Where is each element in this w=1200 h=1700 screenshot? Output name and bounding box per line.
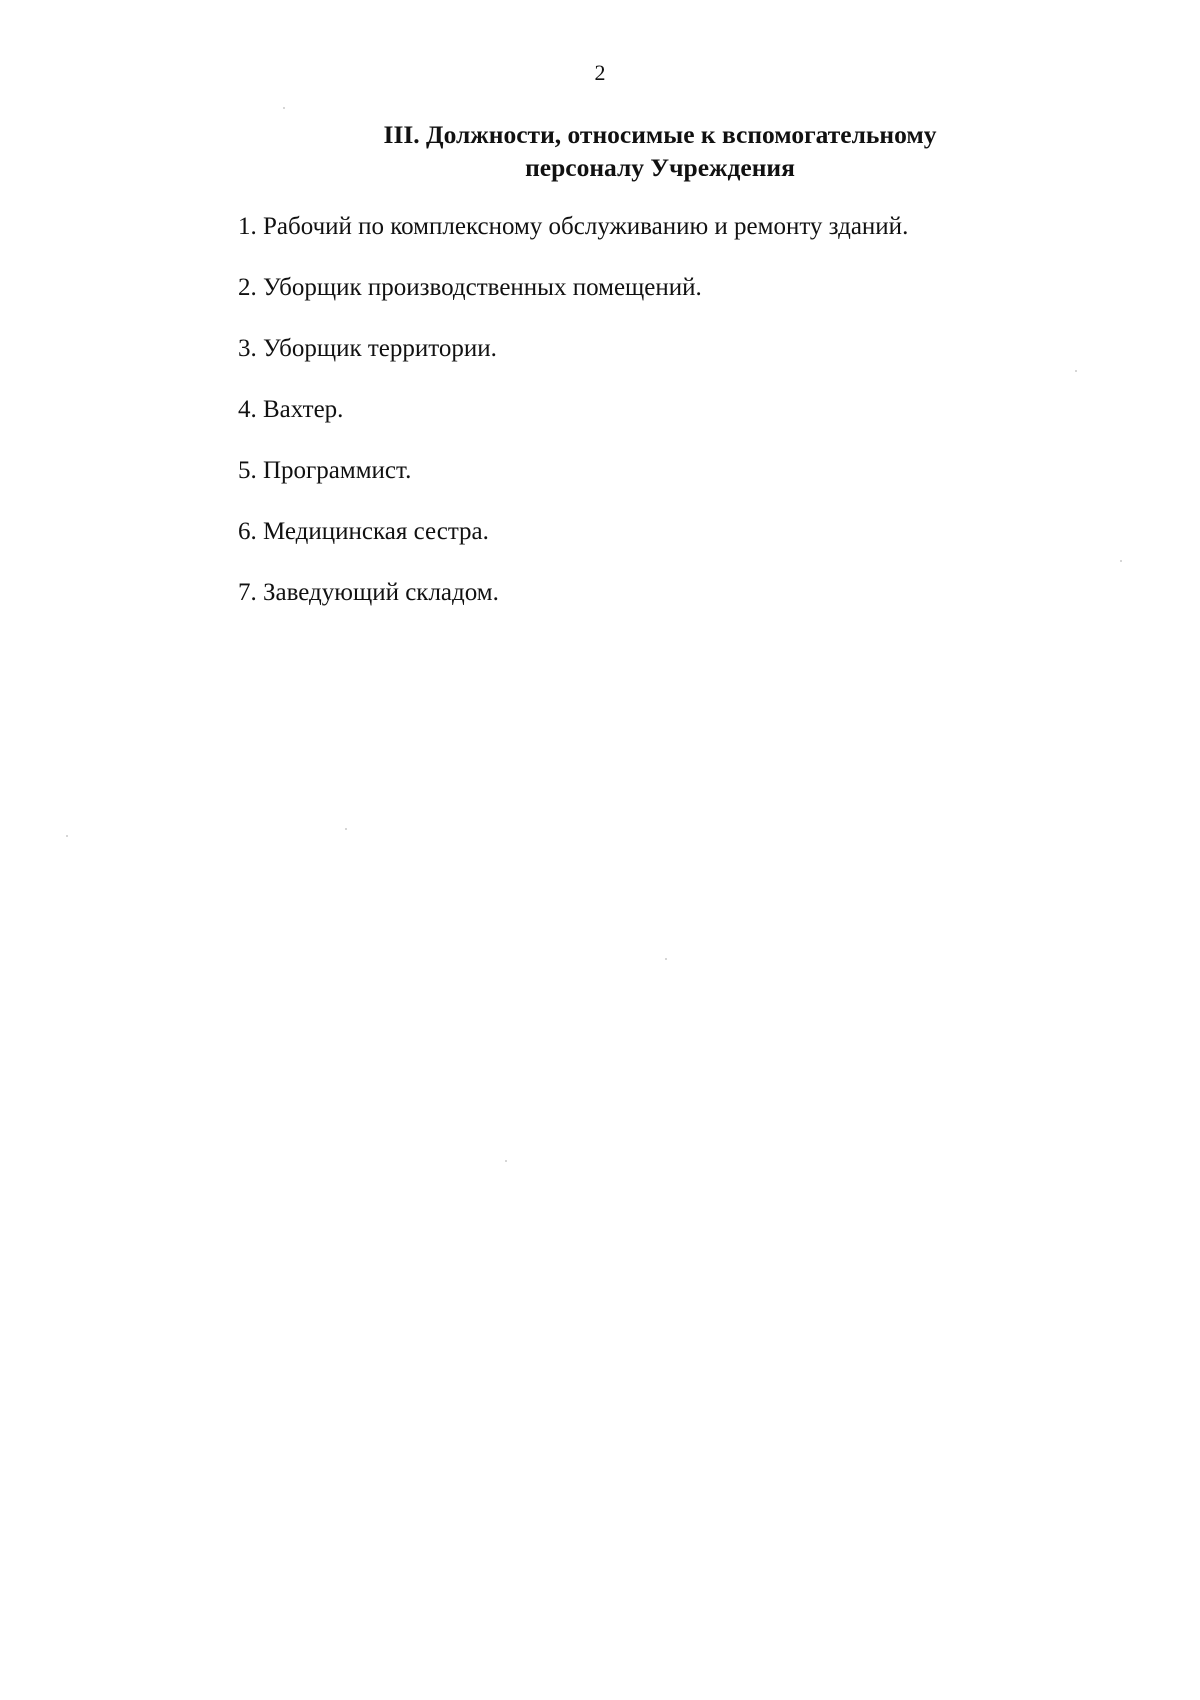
page-number: 2 (594, 60, 606, 85)
section-title-line-2: персоналу Учреждения (525, 153, 795, 182)
scan-speck (1120, 560, 1122, 562)
list-item: 2. Уборщик производственных помещений. (238, 274, 702, 301)
scan-speck (345, 828, 347, 830)
list-item: 7. Заведующий складом. (238, 579, 499, 606)
scan-speck (283, 107, 285, 109)
list-item: 1. Рабочий по комплексному обслуживанию и ремонту зданий. (238, 213, 909, 240)
list-item: 4. Вахтер. (238, 396, 344, 423)
scan-speck (505, 1160, 507, 1162)
section-title (340, 118, 980, 184)
list-item: 5. Программист. (238, 457, 412, 484)
scan-speck (66, 835, 68, 837)
list-item: 6. Медицинская сестра. (238, 518, 489, 545)
positions-list (238, 212, 908, 639)
list-item: 3. Уборщик территории. (238, 335, 497, 362)
section-title-line-1: III. Должности, относимые к вспомогательному (383, 120, 937, 149)
scan-speck (1075, 370, 1077, 372)
scan-speck (665, 958, 667, 960)
